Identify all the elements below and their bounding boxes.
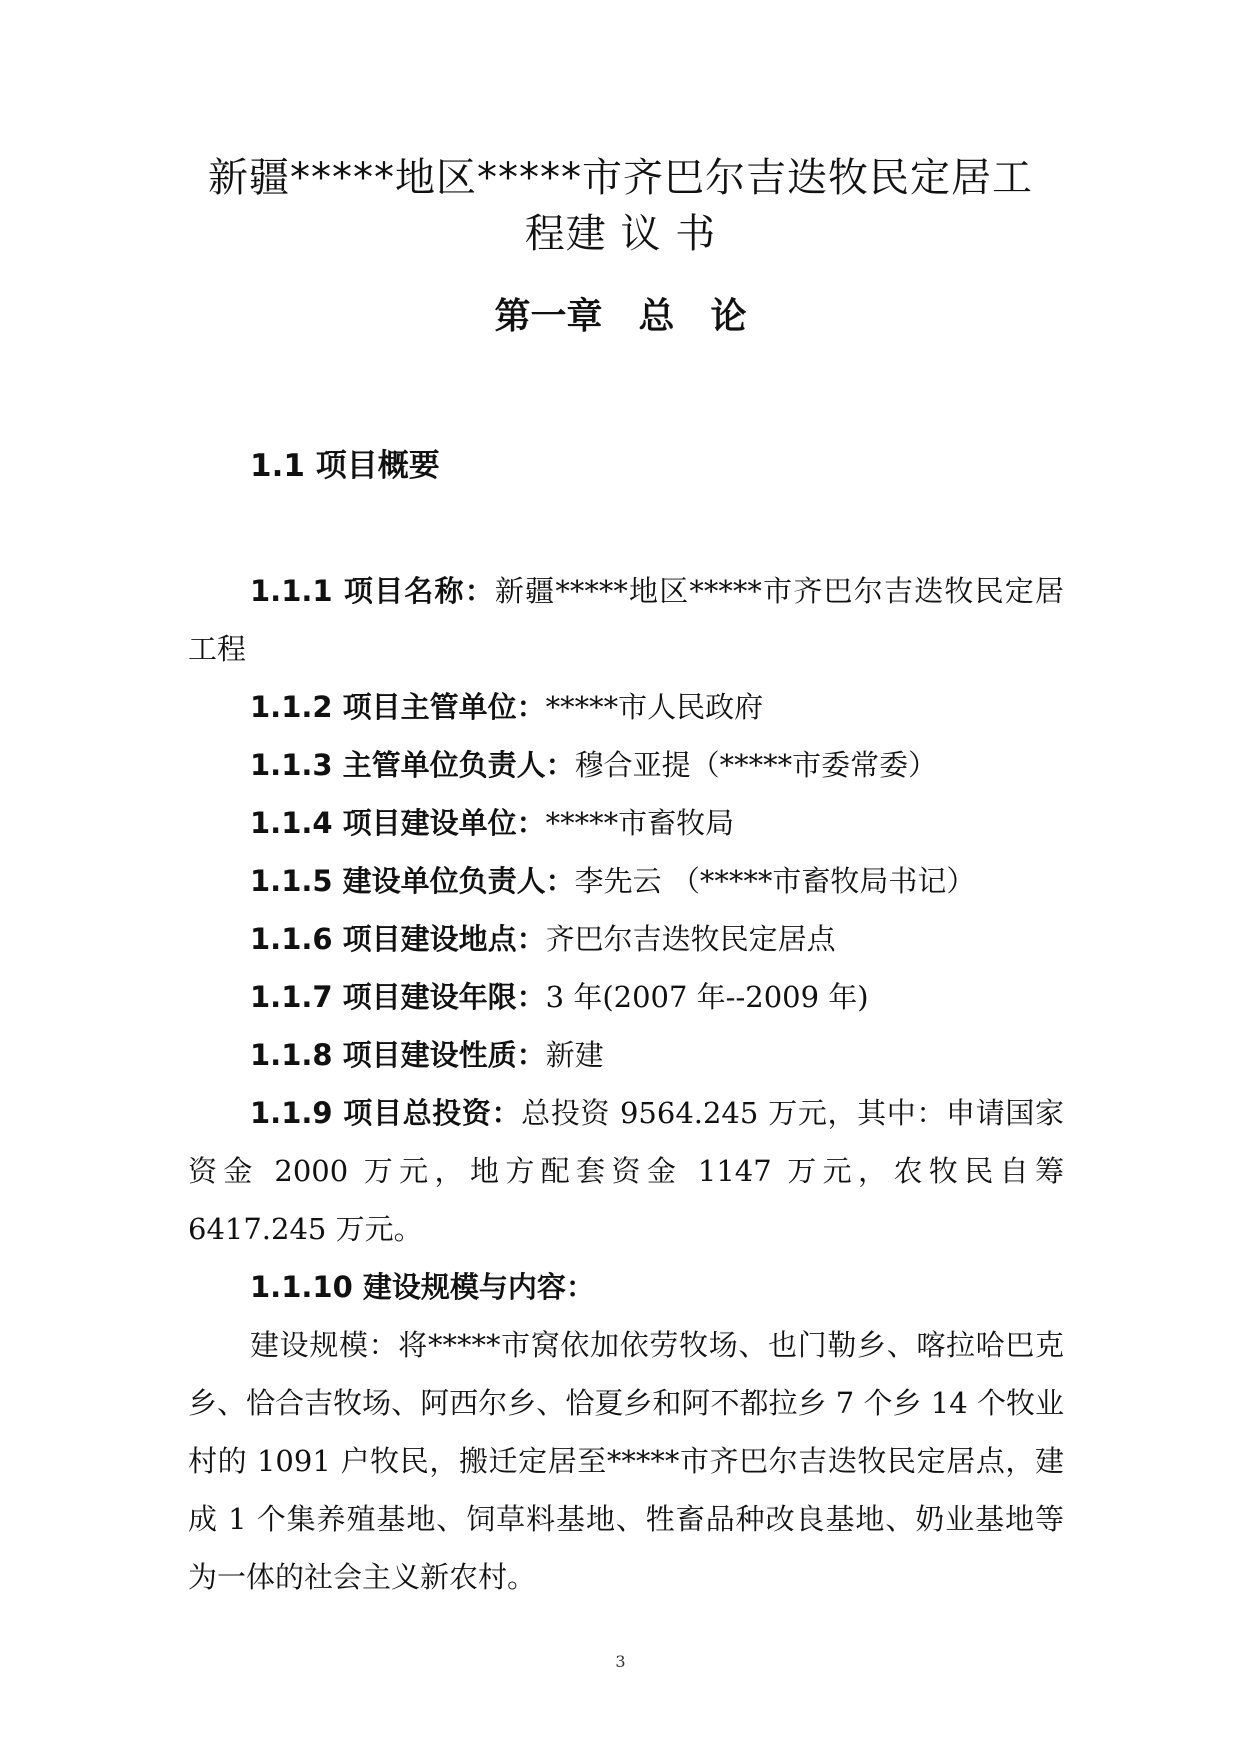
item-label: 1.1.7 项目建设年限：: [250, 980, 546, 1014]
item-label: 1.1.2 项目主管单位：: [250, 690, 546, 724]
project-item-9: [188, 1084, 1064, 1258]
document-body: [188, 562, 1064, 1606]
project-item-1: [188, 562, 1064, 678]
item-text: 新建: [545, 1038, 604, 1072]
document-title-line-1: 新疆*****地区*****市齐巴尔吉迭牧民定居工: [208, 155, 1033, 201]
item-label: 1.1.9 项目总投资：: [250, 1096, 522, 1130]
item-label: 1.1.1 项目名称：: [250, 574, 495, 608]
section-heading: 1.1 项目概要: [250, 448, 440, 484]
document-title-line-2: 程建 议 书: [524, 211, 717, 257]
item-text: *****市人民政府: [545, 690, 764, 724]
project-item-7: [188, 968, 1064, 1026]
item-text: 齐巴尔吉迭牧民定居点: [545, 922, 836, 956]
project-item-3: [188, 736, 1064, 794]
project-item-2: [188, 678, 1064, 736]
page-number: 3: [615, 1652, 626, 1671]
item-label: 1.1.10 建设规模与内容：: [250, 1270, 595, 1304]
item-label: 1.1.3 主管单位负责人：: [250, 748, 575, 782]
project-item-5: [188, 852, 1064, 910]
project-item-4: [188, 794, 1064, 852]
item-text: 总投资 9564.245 万元，其中：申请国家资金 2000 万元，地方配套资金 1147 万元，农牧民自筹 6417.245 万元。: [188, 1096, 1064, 1246]
item-label: 1.1.4 项目建设单位：: [250, 806, 546, 840]
item-text: 穆合亚提（*****市委常委）: [574, 748, 938, 782]
item-label: 1.1.8 项目建设性质：: [250, 1038, 546, 1072]
item-text: *****市畜牧局: [545, 806, 735, 840]
item-text: 新疆*****地区*****市齐巴尔吉迭牧民定居工程: [188, 574, 1064, 666]
project-item-8: [188, 1026, 1064, 1084]
construction-scale-paragraph: 建设规模：将*****市窝依加依劳牧场、也门勒乡、喀拉哈巴克乡、恰合吉牧场、阿西尔乡、恰夏乡和阿不都拉乡 7 个乡 14 个牧业村的 1091 户牧民，搬迁定居至*****市齐巴尔吉迭牧民定居点，建成 1 个集养殖基地、饲草料基地、牲畜品种改良基地、奶业基地等为一体的社会主义新农村。: [188, 1328, 1064, 1594]
chapter-heading: 第一章 总 论: [494, 296, 747, 337]
item-label: 1.1.6 项目建设地点：: [250, 922, 546, 956]
item-text: 李先云 （*****市畜牧局书记）: [574, 864, 976, 898]
project-item-10: [188, 1258, 1064, 1316]
project-item-6: [188, 910, 1064, 968]
item-text: 3 年(2007 年--2009 年): [545, 980, 869, 1014]
item-label: 1.1.5 建设单位负责人：: [250, 864, 575, 898]
